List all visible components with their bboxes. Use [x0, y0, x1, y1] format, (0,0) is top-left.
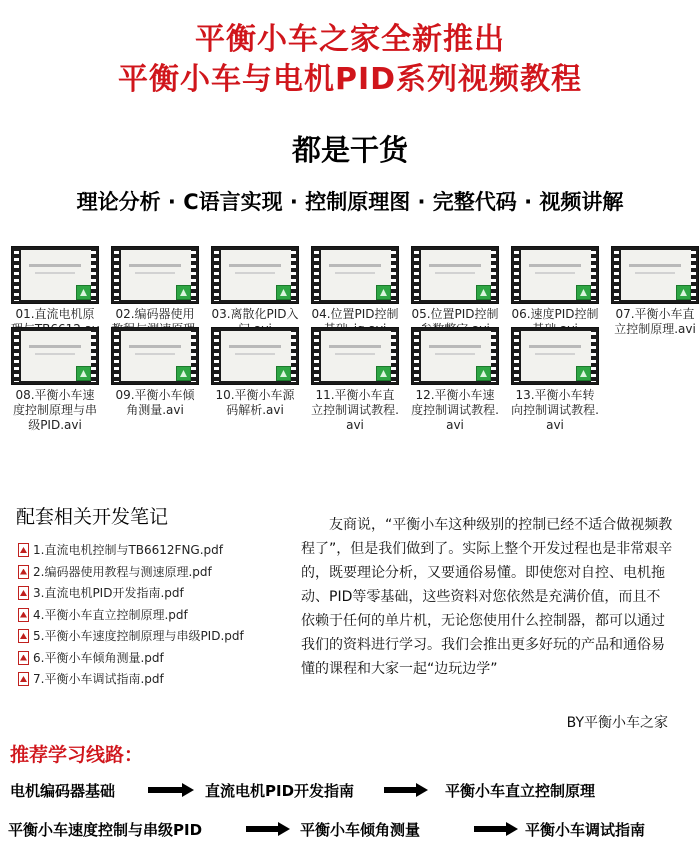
pdf-file[interactable] — [18, 562, 212, 582]
player-badge-icon — [476, 285, 491, 300]
video-filename: 06.速度PID控制 — [511, 307, 599, 321]
film-strip-holes — [291, 332, 296, 382]
film-strip-holes — [314, 332, 319, 382]
pdf-filename: 4.平衡小车直立控制原理.pdf — [33, 607, 188, 622]
pdf-icon — [18, 629, 29, 643]
film-strip-holes — [114, 251, 119, 301]
film-strip-holes — [191, 251, 196, 301]
route-step: 平衡小车调试指南 — [525, 821, 646, 839]
player-badge-icon — [276, 366, 291, 381]
pdf-icon — [18, 543, 29, 557]
headline-line-1: 平衡小车之家全新推出 — [195, 22, 505, 57]
video-filename: 02.编码器使用 — [115, 307, 195, 321]
video-filename: 12.平衡小车速度控制调试教程.avi — [411, 388, 499, 432]
player-badge-icon — [76, 366, 91, 381]
video-thumbnail — [411, 327, 499, 385]
arrow-right-icon — [384, 783, 428, 797]
film-strip-holes — [414, 332, 419, 382]
video-file[interactable] — [210, 246, 300, 337]
video-file[interactable] — [310, 246, 400, 337]
film-strip-holes — [191, 332, 196, 382]
film-strip-holes — [291, 251, 296, 301]
pdf-filename: 2.编码器使用教程与测速原理.pdf — [33, 564, 212, 579]
film-strip-holes — [91, 332, 96, 382]
pdf-file[interactable] — [18, 540, 223, 560]
player-badge-icon — [176, 366, 191, 381]
pdf-filename: 7.平衡小车调试指南.pdf — [33, 672, 164, 686]
video-filename: 01.直流电机原 — [15, 307, 95, 321]
film-strip-holes — [391, 251, 396, 301]
video-filename: 13.平衡小车转向控制调试教程.avi — [511, 388, 599, 432]
video-thumbnail — [411, 246, 499, 304]
pdf-icon — [18, 586, 29, 600]
player-badge-icon — [376, 366, 391, 381]
route-step: 平衡小车倾角测量 — [300, 821, 421, 839]
film-strip-holes — [214, 251, 219, 301]
film-strip-holes — [491, 251, 496, 301]
player-badge-icon — [576, 285, 591, 300]
film-strip-holes — [491, 332, 496, 382]
arrow-right-icon — [474, 822, 518, 836]
pdf-file[interactable] — [18, 583, 184, 603]
film-strip-holes — [391, 332, 396, 382]
film-strip-holes — [414, 251, 419, 301]
video-filename: 08.平衡小车速度控制原理与串级PID.avi — [12, 388, 97, 432]
player-badge-icon — [476, 366, 491, 381]
route-title: 推荐学习线路： — [10, 744, 144, 766]
video-file[interactable] — [10, 327, 100, 433]
video-thumbnail — [11, 246, 99, 304]
description-text: 友商说，“平衡小车这种级别的控制已经不适合做视频教程了”，但是我们做到了。实际上整个开发过程也是非常艰辛的，既要理论分析，又要通俗易懂。即使您对自控、电机拖动、PID等零基础，这些资料对您依然是充满价值，而且不依赖于任何的单片机，无论您使用什么控制器，都可以通过我们的资料进行学习。我们会推出更多好玩的产品和通俗易懂的课程和大家一起“边玩边学” — [301, 517, 673, 677]
film-strip-holes — [514, 332, 519, 382]
film-strip-holes — [691, 251, 696, 301]
video-filename: 05.位置PID控制 — [411, 307, 499, 321]
video-file[interactable] — [110, 327, 200, 418]
player-badge-icon — [576, 366, 591, 381]
pdf-filename: 5.平衡小车速度控制原理与串级PID.pdf — [33, 629, 244, 643]
video-filename: 09.平衡小车倾角测量.avi — [115, 388, 195, 417]
video-file[interactable] — [610, 246, 700, 337]
film-strip-holes — [14, 332, 19, 382]
video-thumbnail — [211, 327, 299, 385]
video-file[interactable] — [310, 327, 400, 433]
route-step: 电机编码器基础 — [10, 782, 116, 800]
signature: BY平衡小车之家 — [566, 715, 668, 731]
player-badge-icon — [376, 285, 391, 300]
film-strip-holes — [591, 251, 596, 301]
pdf-icon — [18, 651, 29, 665]
video-thumbnail — [311, 246, 399, 304]
route-step: 直流电机PID开发指南 — [205, 782, 355, 800]
video-thumbnail — [611, 246, 699, 304]
video-file[interactable] — [510, 327, 600, 433]
arrow-right-icon — [148, 783, 194, 797]
route-step: 平衡小车直立控制原理 — [445, 782, 596, 800]
pdf-file[interactable] — [18, 669, 164, 689]
video-file[interactable] — [410, 327, 500, 433]
video-thumbnail — [511, 246, 599, 304]
film-strip-holes — [14, 251, 19, 301]
player-badge-icon — [76, 285, 91, 300]
video-filename: 03.离散化PID入 — [211, 307, 299, 321]
video-thumbnail — [311, 327, 399, 385]
player-badge-icon — [276, 285, 291, 300]
pdf-file[interactable] — [18, 605, 188, 625]
film-strip-holes — [614, 251, 619, 301]
film-strip-holes — [114, 332, 119, 382]
pdf-filename: 3.直流电机PID开发指南.pdf — [33, 586, 184, 600]
film-strip-holes — [591, 332, 596, 382]
video-filename: 10.平衡小车源码解析.avi — [215, 388, 295, 417]
pdf-file[interactable] — [18, 648, 164, 668]
video-thumbnail — [511, 327, 599, 385]
video-thumbnail — [211, 246, 299, 304]
video-thumbnail — [111, 246, 199, 304]
film-strip-holes — [91, 251, 96, 301]
film-strip-holes — [514, 251, 519, 301]
pdf-file[interactable] — [18, 626, 244, 646]
video-thumbnail — [11, 327, 99, 385]
pdf-filename: 6.平衡小车倾角测量.pdf — [33, 650, 164, 665]
video-file[interactable] — [210, 327, 300, 418]
film-strip-holes — [314, 251, 319, 301]
player-badge-icon — [676, 285, 691, 300]
arrow-right-icon — [246, 822, 290, 836]
player-badge-icon — [176, 285, 191, 300]
pdf-icon — [18, 608, 29, 622]
video-file[interactable] — [410, 246, 500, 337]
headline-line-2: 平衡小车与电机PID系列视频教程 — [117, 62, 583, 97]
pdf-icon — [18, 565, 29, 579]
pdf-filename: 1.直流电机控制与TB6612FNG.pdf — [33, 543, 224, 557]
video-thumbnail — [111, 327, 199, 385]
film-strip-holes — [214, 332, 219, 382]
slogan: 都是干货 — [291, 133, 408, 167]
feature-list: 理论分析 · C语言实现 · 控制原理图 · 完整代码 · 视频讲解 — [76, 190, 624, 214]
video-file[interactable] — [510, 246, 600, 337]
pdf-icon — [18, 672, 29, 686]
video-filename: 04.位置PID控制 — [311, 307, 399, 321]
video-filename: 07.平衡小车直立控制原理.avi — [614, 307, 696, 336]
route-step: 平衡小车速度控制与串级PID — [8, 821, 203, 839]
notes-title: 配套相关开发笔记 — [16, 506, 169, 528]
video-filename: 11.平衡小车直立控制调试教程.avi — [311, 388, 399, 432]
